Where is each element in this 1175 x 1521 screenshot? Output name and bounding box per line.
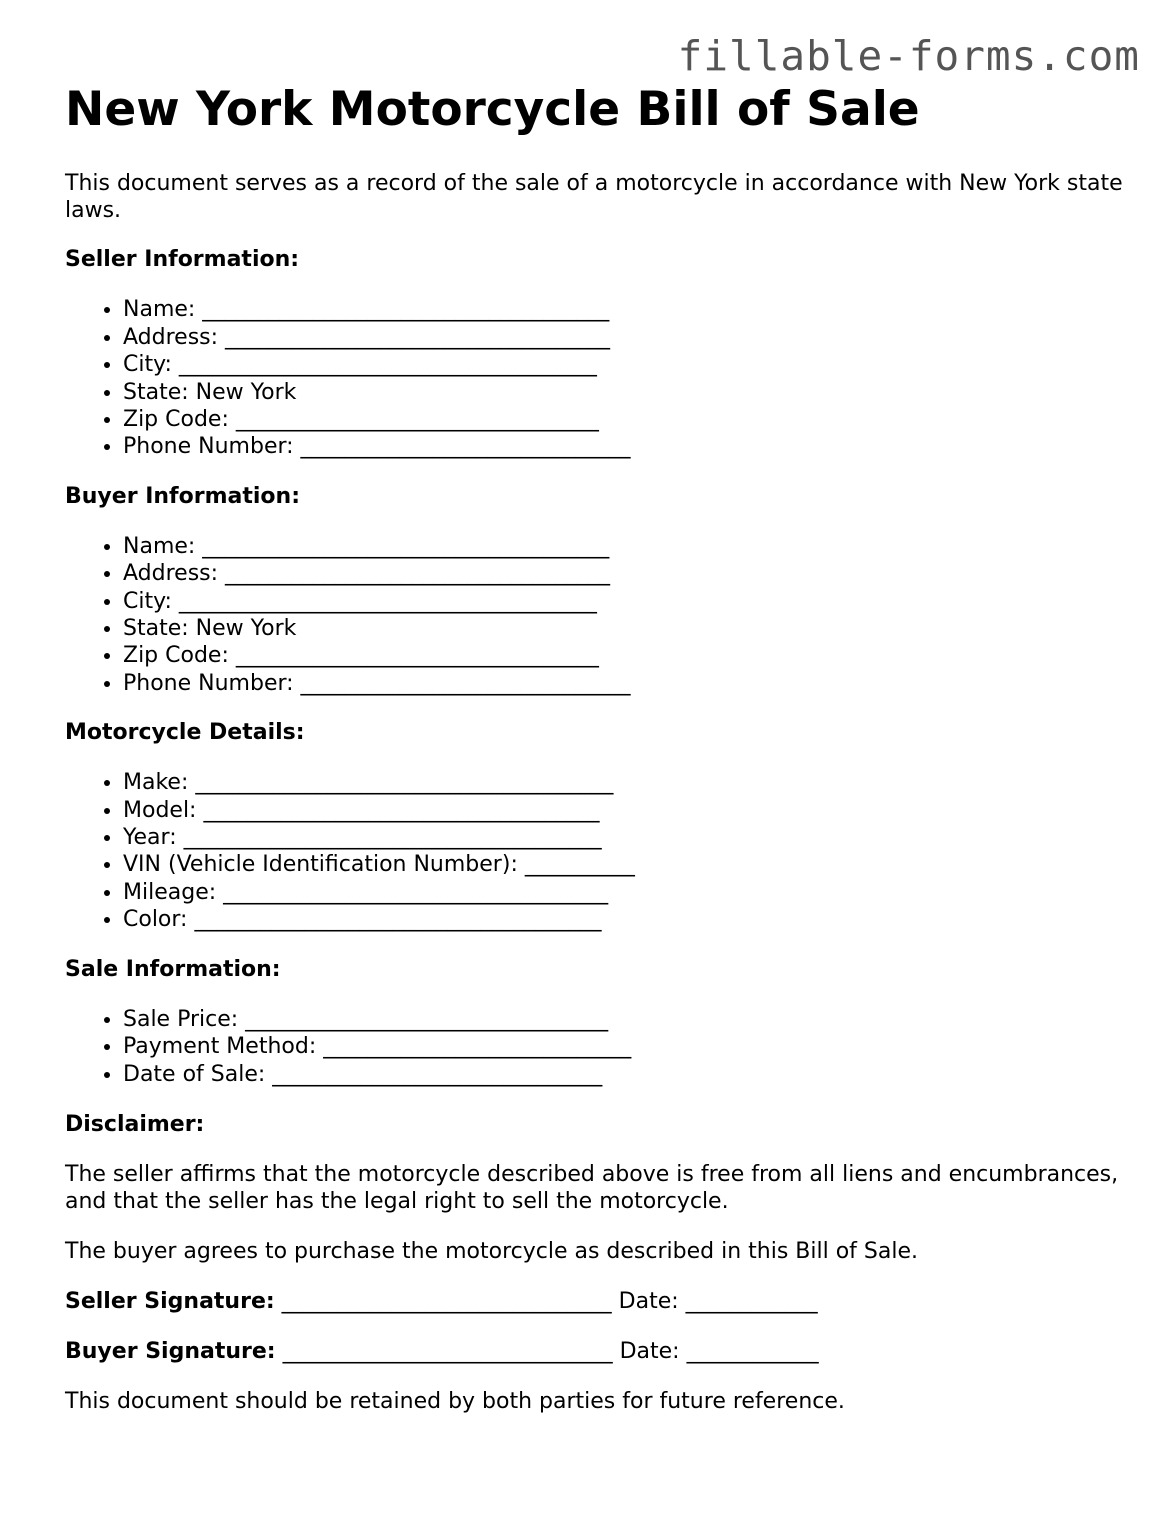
seller-name-field[interactable]: • Name: _____________________________________ xyxy=(123,296,1125,323)
buyer-signature-label: Buyer Signature: xyxy=(65,1338,276,1364)
seller-signature-row[interactable] xyxy=(65,1288,1125,1315)
seller-signature-line[interactable]: ______________________________ Date: ____________ xyxy=(281,1288,818,1314)
mileage-field[interactable]: • Mileage: ___________________________________ xyxy=(123,879,1125,906)
seller-zip-field[interactable]: • Zip Code: _________________________________ xyxy=(123,406,1125,433)
payment-method-field[interactable]: • Payment Method: ____________________________ xyxy=(123,1033,1125,1060)
buyer-fields-list xyxy=(65,533,1125,697)
date-of-sale-field[interactable]: • Date of Sale: ______________________________ xyxy=(123,1061,1125,1088)
document-title: New York Motorcycle Bill of Sale xyxy=(65,82,920,137)
seller-heading: Seller Information: xyxy=(65,247,300,273)
disclaimer-text: The seller affirms that the motorcycle described above is free from all liens and encumbrances, and that the seller has the legal right to sell the motorcycle. xyxy=(65,1161,1119,1214)
buyer-name-field[interactable]: • Name: _____________________________________ xyxy=(123,533,1125,560)
vin-field[interactable]: • VIN (Vehicle Identification Number): __________ xyxy=(123,851,1125,878)
seller-signature-label: Seller Signature: xyxy=(65,1288,275,1314)
buyer-signature-line[interactable]: ______________________________ Date: ____________ xyxy=(282,1338,819,1364)
footer-note: This document should be retained by both parties for future reference. xyxy=(65,1388,845,1414)
intro-paragraph: This document serves as a record of the sale of a motorcycle in accordance with New York state laws. xyxy=(65,171,1123,224)
motorcycle-heading: Motorcycle Details: xyxy=(65,720,305,746)
seller-state-field: • State: New York xyxy=(123,379,1125,406)
document-page xyxy=(65,82,1125,1415)
buyer-phone-field[interactable]: • Phone Number: ______________________________ xyxy=(123,670,1125,697)
site-watermark: fillable-forms.com xyxy=(677,32,1140,80)
buyer-agreement-text: The buyer agrees to purchase the motorcycle as described in this Bill of Sale. xyxy=(65,1238,918,1264)
disclaimer-heading: Disclaimer: xyxy=(65,1111,205,1137)
motorcycle-fields-list xyxy=(65,769,1125,933)
color-field[interactable]: • Color: _____________________________________ xyxy=(123,906,1125,933)
seller-address-field[interactable]: • Address: ___________________________________ xyxy=(123,324,1125,351)
seller-city-field[interactable]: • City: ______________________________________ xyxy=(123,351,1125,378)
buyer-zip-field[interactable]: • Zip Code: _________________________________ xyxy=(123,642,1125,669)
buyer-address-field[interactable]: • Address: ___________________________________ xyxy=(123,560,1125,587)
buyer-signature-row[interactable] xyxy=(65,1338,1125,1365)
year-field[interactable]: • Year: ______________________________________ xyxy=(123,824,1125,851)
buyer-state-field: • State: New York xyxy=(123,615,1125,642)
make-field[interactable]: • Make: ______________________________________ xyxy=(123,769,1125,796)
buyer-city-field[interactable]: • City: ______________________________________ xyxy=(123,588,1125,615)
seller-fields-list xyxy=(65,296,1125,460)
buyer-heading: Buyer Information: xyxy=(65,483,300,509)
sale-heading: Sale Information: xyxy=(65,956,281,982)
model-field[interactable]: • Model: ____________________________________ xyxy=(123,797,1125,824)
sale-price-field[interactable]: • Sale Price: _________________________________ xyxy=(123,1006,1125,1033)
seller-phone-field[interactable]: • Phone Number: ______________________________ xyxy=(123,433,1125,460)
sale-fields-list xyxy=(65,1006,1125,1088)
